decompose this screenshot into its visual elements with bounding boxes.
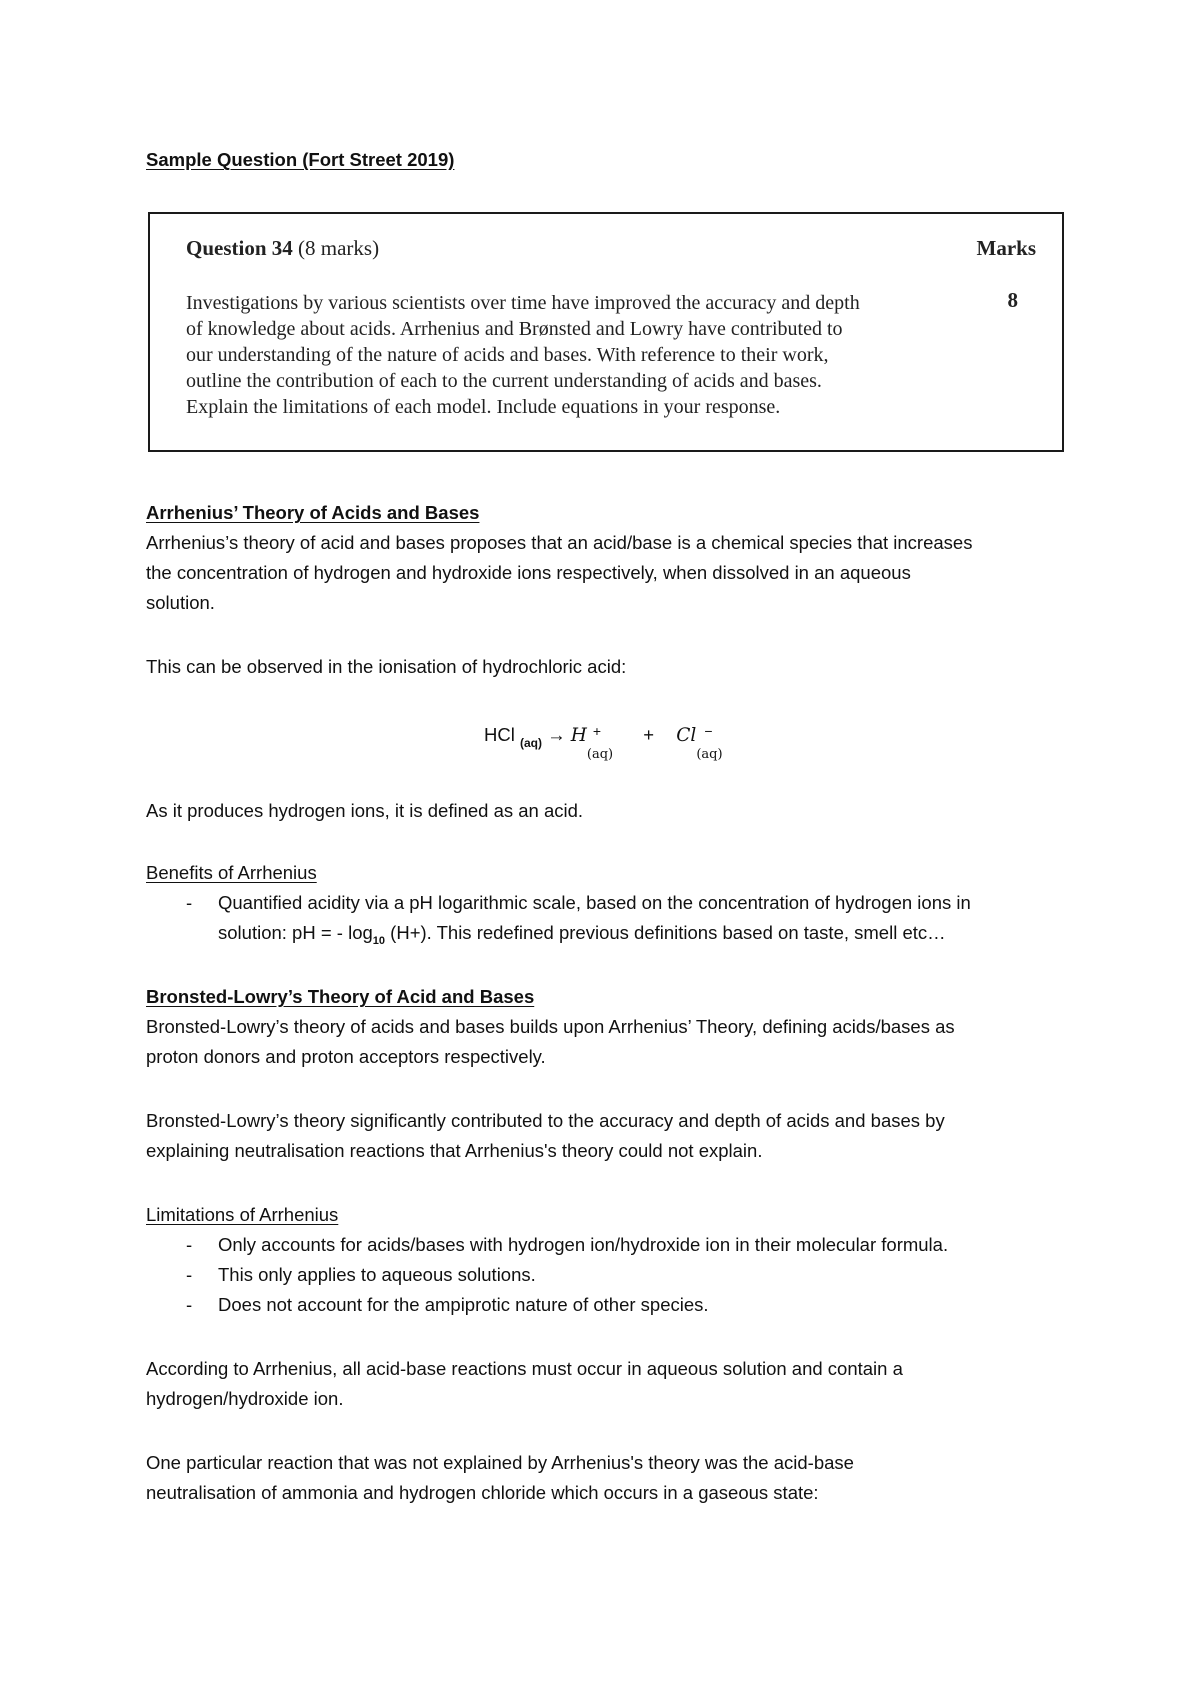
hcl-ionisation-equation <box>484 723 723 762</box>
acid-definition: As it produces hydrogen ions, it is defined as an acid. <box>146 800 584 821</box>
arrhenius-heading: Arrhenius’ Theory of Acids and Bases <box>146 502 480 523</box>
bronsted-para-line: Bronsted-Lowry’s theory significantly contributed to the accuracy and depth of acids and bases by <box>146 1110 945 1131</box>
arrhenius-requirement-line: hydrogen/hydroxide ion. <box>146 1388 344 1409</box>
benefit-line <box>218 918 946 951</box>
benefit-line-rest: (H+). This redefined previous definitions based on taste, smell etc… <box>385 922 946 943</box>
eq-product-h: H <box>570 725 587 746</box>
limitation-text: This only applies to aqueous solutions. <box>218 1264 536 1285</box>
limitations-heading: Limitations of Arrhenius <box>146 1204 339 1225</box>
question-text <box>186 290 946 420</box>
benefit-line: Quantified acidity via a pH logarithmic scale, based on the concentration of hydrogen ions in <box>218 892 971 913</box>
question-line: of knowledge about acids. Arrhenius and Brønsted and Lowry have contributed to <box>186 318 843 340</box>
question-box <box>148 212 1064 452</box>
eq-h-state: (aq) <box>586 747 614 762</box>
marks-value: 8 <box>1007 288 1018 312</box>
bullet-dash: - <box>186 1264 193 1285</box>
question-line: Investigations by various scientists over time have improved the accuracy and depth <box>186 292 860 314</box>
question-line: our understanding of the nature of acids and bases. With reference to their work, <box>186 344 829 366</box>
eq-cl-charge: − <box>704 723 713 739</box>
eq-plus: + <box>643 724 654 745</box>
question-line: Explain the limitations of each model. Include equations in your response. <box>186 396 781 418</box>
question-line: outline the contribution of each to the current understanding of acids and bases. <box>186 370 822 392</box>
eq-cl-state: (aq) <box>696 747 723 762</box>
eq-arrow: → <box>547 724 566 745</box>
eq-reactant: HCl <box>484 724 515 745</box>
question-number: Question 34 <box>186 236 293 260</box>
ph-formula: solution: pH = - log <box>218 922 373 943</box>
bullet-dash: - <box>186 892 193 913</box>
eq-h-charge: + <box>592 723 602 739</box>
bronsted-heading: Bronsted-Lowry’s Theory of Acid and Bases <box>146 986 535 1007</box>
limitation-text: Does not account for the ampiprotic nature of other species. <box>218 1294 709 1315</box>
question-marks-note: (8 marks) <box>292 236 380 260</box>
marks-label: Marks <box>976 236 1036 260</box>
bullet-dash: - <box>186 1234 193 1255</box>
eq-product-cl: Cl <box>676 725 697 746</box>
benefits-heading: Benefits of Arrhenius <box>146 862 317 883</box>
bullet-dash: - <box>186 1294 193 1315</box>
question-title <box>186 236 379 261</box>
eq-reactant-state: (aq) <box>519 736 542 750</box>
log-subscript: 10 <box>372 935 386 947</box>
arrhenius-requirement-line: According to Arrhenius, all acid-base reactions must occur in aqueous solution and contain a <box>146 1358 903 1379</box>
arrhenius-para-line: the concentration of hydrogen and hydroxide ions respectively, when dissolved in an aqueous <box>146 562 911 583</box>
ionisation-intro: This can be observed in the ionisation of hydrochloric acid: <box>146 656 627 677</box>
bronsted-para-line: Bronsted-Lowry’s theory of acids and bases builds upon Arrhenius’ Theory, defining acids/bases as <box>146 1016 955 1037</box>
ammonia-reaction-line: One particular reaction that was not explained by Arrhenius's theory was the acid-base <box>146 1452 854 1473</box>
arrhenius-para-line: Arrhenius’s theory of acid and bases proposes that an acid/base is a chemical species that increases <box>146 532 973 553</box>
page-heading: Sample Question (Fort Street 2019) <box>146 149 455 170</box>
ammonia-reaction-line: neutralisation of ammonia and hydrogen chloride which occurs in a gaseous state: <box>146 1482 819 1503</box>
arrhenius-para-line: solution. <box>146 592 215 613</box>
bronsted-para-line: explaining neutralisation reactions that Arrhenius's theory could not explain. <box>146 1140 763 1161</box>
bronsted-para-line: proton donors and proton acceptors respectively. <box>146 1046 546 1067</box>
limitation-text: Only accounts for acids/bases with hydrogen ion/hydroxide ion in their molecular formula. <box>218 1234 949 1255</box>
